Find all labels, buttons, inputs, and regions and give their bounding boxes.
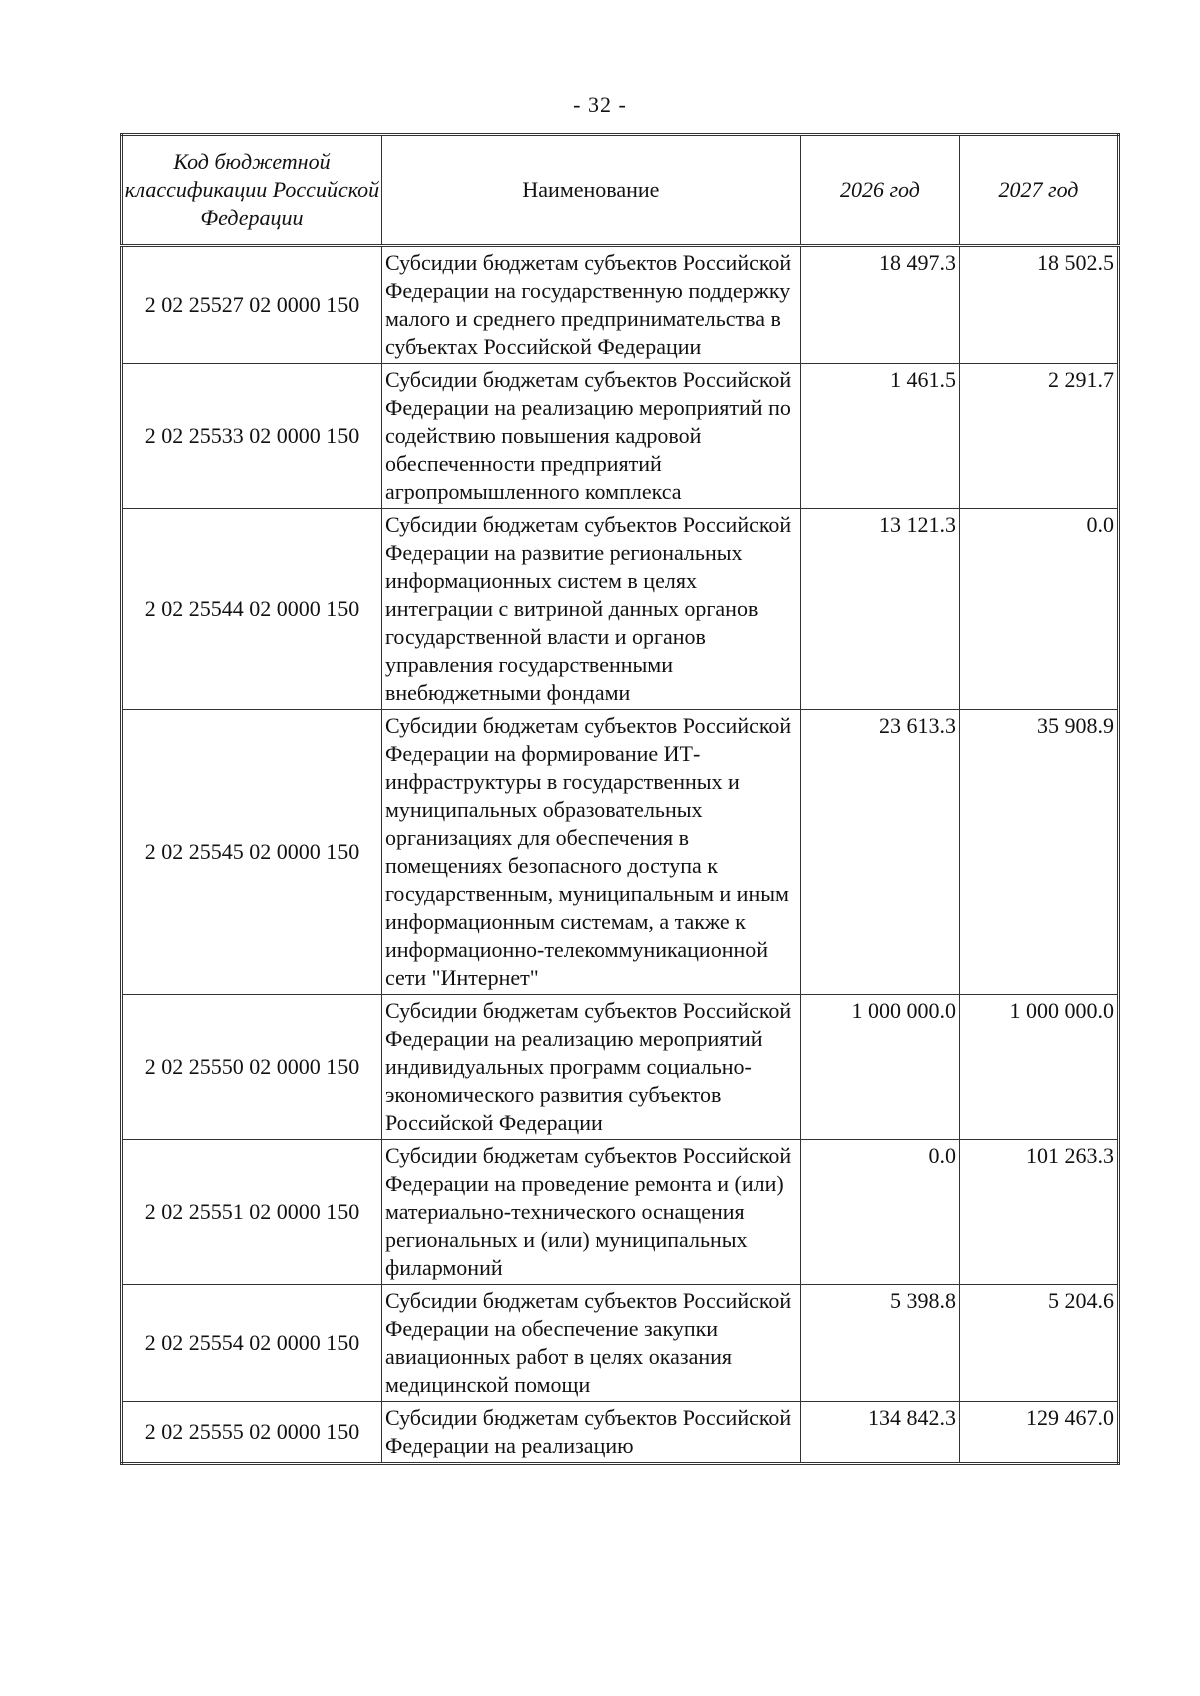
row-code: 2 02 25527 02 0000 150 [122, 246, 382, 364]
row-value-2026: 1 000 000.0 [800, 995, 959, 1140]
row-value-2027: 0.0 [959, 509, 1118, 710]
row-value-2026: 18 497.3 [800, 246, 959, 364]
header-year-2027: 2027 год [959, 135, 1118, 246]
row-code: 2 02 25545 02 0000 150 [122, 710, 382, 995]
row-code: 2 02 25554 02 0000 150 [122, 1285, 382, 1402]
row-name: Субсидии бюджетам субъектов Российской Федерации на развитие региональных информационных систем в целях интеграции с витриной данных органов государственной власти и органов управления государственными внебюджетными фондами [381, 509, 800, 710]
budget-table [120, 133, 1120, 1465]
row-value-2026: 23 613.3 [800, 710, 959, 995]
row-name: Субсидии бюджетам субъектов Российской Федерации на формирование ИТ-инфраструктуры в государственных и муниципальных образовательных организациях для обеспечения в помещениях безопасного доступа к государственным, муниципальным и иным информационным системам, а также к информационно-телекоммуникационной сети "Интернет" [381, 710, 800, 995]
row-value-2027: 1 000 000.0 [959, 995, 1118, 1140]
table-row [122, 509, 1119, 710]
header-code: Код бюджетной классификации Российской Федерации [122, 135, 382, 246]
row-value-2027: 5 204.6 [959, 1285, 1118, 1402]
row-value-2026: 1 461.5 [800, 364, 959, 509]
row-name: Субсидии бюджетам субъектов Российской Федерации на проведение ремонта и (или) материально-технического оснащения региональных и (или) муниципальных филармоний [381, 1140, 800, 1285]
row-value-2027: 18 502.5 [959, 246, 1118, 364]
row-name: Субсидии бюджетам субъектов Российской Федерации на обеспечение закупки авиационных работ в целях оказания медицинской помощи [381, 1285, 800, 1402]
row-code: 2 02 25550 02 0000 150 [122, 995, 382, 1140]
table-row [122, 995, 1119, 1140]
row-code: 2 02 25555 02 0000 150 [122, 1402, 382, 1464]
row-value-2026: 134 842.3 [800, 1402, 959, 1464]
row-name: Субсидии бюджетам субъектов Российской Федерации на реализацию мероприятий по содействию повышения кадровой обеспеченности предприятий агропромышленного комплекса [381, 364, 800, 509]
row-name: Субсидии бюджетам субъектов Российской Федерации на реализацию мероприятий индивидуальных программ социально-экономического развития субъектов Российской Федерации [381, 995, 800, 1140]
table-row [122, 1140, 1119, 1285]
page-number: - 32 - [573, 92, 627, 117]
table-row [122, 710, 1119, 995]
row-value-2027: 2 291.7 [959, 364, 1118, 509]
row-code: 2 02 25533 02 0000 150 [122, 364, 382, 509]
table-header-row [122, 135, 1119, 246]
row-code: 2 02 25551 02 0000 150 [122, 1140, 382, 1285]
row-name: Субсидии бюджетам субъектов Российской Федерации на государственную поддержку малого и среднего предпринимательства в субъектах Российской Федерации [381, 246, 800, 364]
table-row [122, 364, 1119, 509]
row-value-2027: 35 908.9 [959, 710, 1118, 995]
row-value-2026: 13 121.3 [800, 509, 959, 710]
row-code: 2 02 25544 02 0000 150 [122, 509, 382, 710]
table-row [122, 246, 1119, 364]
row-name: Субсидии бюджетам субъектов Российской Федерации на реализацию [381, 1402, 800, 1464]
table-row [122, 1285, 1119, 1402]
header-year-2026: 2026 год [800, 135, 959, 246]
table-row [122, 1402, 1119, 1464]
row-value-2027: 129 467.0 [959, 1402, 1118, 1464]
row-value-2027: 101 263.3 [959, 1140, 1118, 1285]
row-value-2026: 5 398.8 [800, 1285, 959, 1402]
header-name: Наименование [381, 135, 800, 246]
row-value-2026: 0.0 [800, 1140, 959, 1285]
